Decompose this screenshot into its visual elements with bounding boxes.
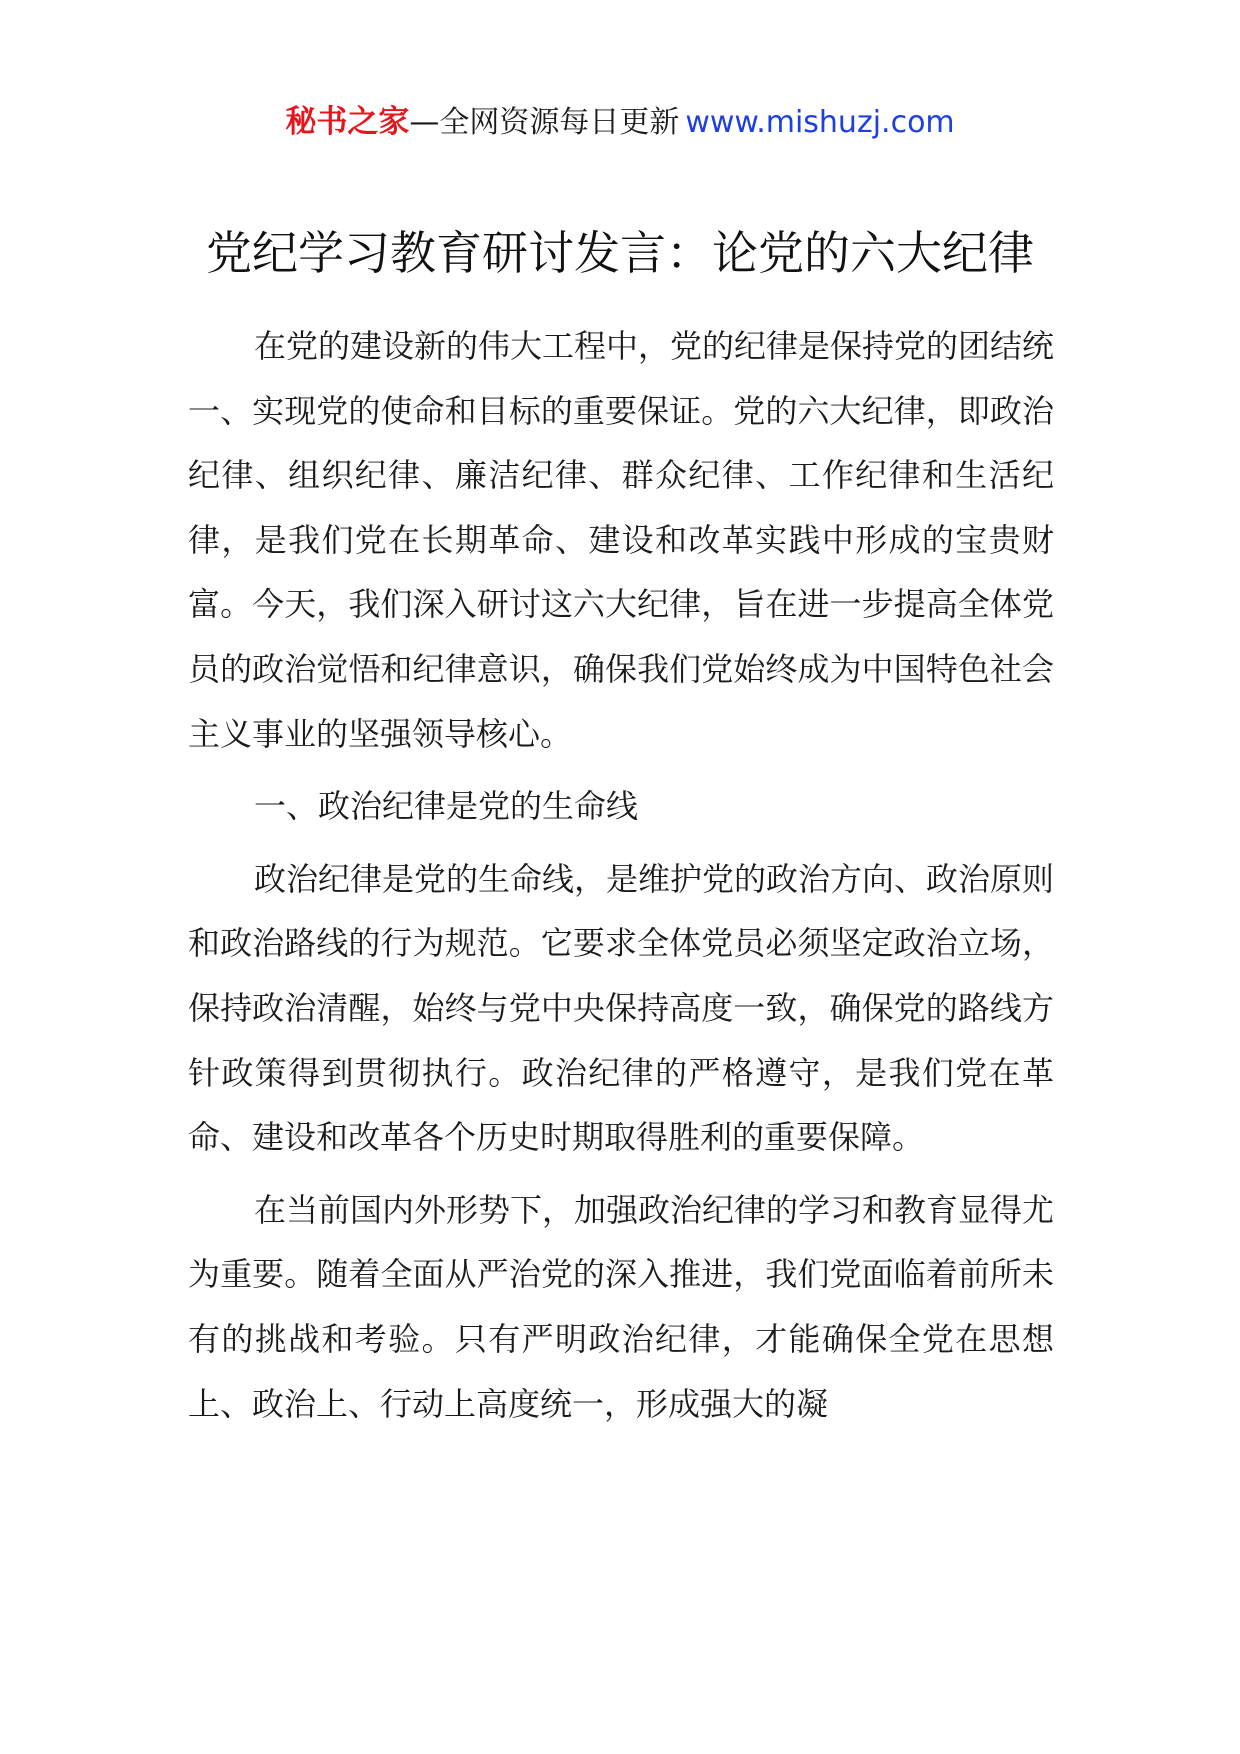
section-heading: 一、政治纪律是党的生命线 xyxy=(254,787,639,826)
document-body xyxy=(188,314,1054,1444)
document-title: 党纪学习教育研讨发言：论党的六大纪律 xyxy=(206,226,1034,280)
intro-paragraph: 在党的建设新的伟大工程中，党的纪律是保持党的团结统一、实现党的使命和目标的重要保证。党的六大纪律，即政治纪律、组织纪律、廉洁纪律、群众纪律、工作纪律和生活纪律，是我们党在长期革命、建设和改革实践中形成的宝贵财富。今天，我们深入研讨这六大纪律，旨在进一步提高全体党员的政治觉悟和纪律意识，确保我们党始终成为中国特色社会主义事业的坚强领导核心。 xyxy=(188,327,1055,753)
body-paragraph: 政治纪律是党的生命线，是维护党的政治方向、政治原则和政治路线的行为规范。它要求全体党员必须坚定政治立场，保持政治清醒，始终与党中央保持高度一致，确保党的路线方针政策得到贯彻执行。政治纪律的严格遵守，是我们党在革命、建设和改革各个历史时期取得胜利的重要保障。 xyxy=(188,859,1055,1157)
body-paragraph: 在当前国内外形势下，加强政治纪律的学习和教育显得尤为重要。随着全面从严治党的深入推进，我们党面临着前所未有的挑战和考验。只有严明政治纪律，才能确保全党在思想上、政治上、行动上高度统一，形成强大的凝 xyxy=(188,1190,1055,1423)
header-tagline: —全网资源每日更新 xyxy=(409,105,680,140)
site-header xyxy=(0,100,1240,145)
site-url-link[interactable]: www.mishuzj.com xyxy=(685,105,955,140)
brand-name: 秘书之家 xyxy=(285,104,410,140)
